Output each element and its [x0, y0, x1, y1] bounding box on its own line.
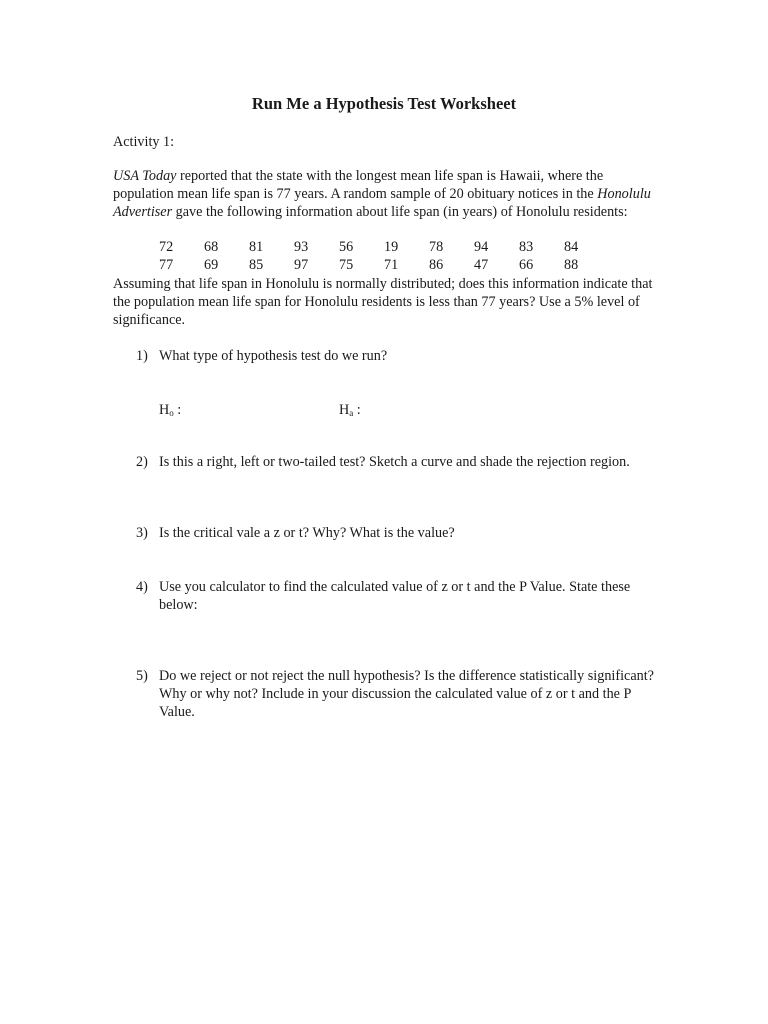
intro-paragraph — [113, 167, 658, 221]
intro-text-2: gave the following information about life span (in years) of Honolulu residents: — [172, 204, 628, 220]
page-title: Run Me a Hypothesis Test Worksheet — [251, 94, 517, 113]
data-cell: 84 — [564, 239, 579, 255]
data-cell: 83 — [519, 239, 534, 255]
question-5 — [136, 667, 658, 721]
data-cell: 94 — [474, 239, 489, 255]
alternative-hypothesis — [339, 401, 361, 422]
question-text: Is this a right, left or two-tailed test? Sketch a curve and shade the rejection region. — [159, 454, 630, 470]
question-text: What type of hypothesis test do we run? — [159, 348, 388, 364]
alt-hypothesis-subscript: a — [349, 408, 354, 418]
alt-hypothesis-colon: : — [353, 402, 361, 418]
alt-hypothesis-symbol: H — [339, 402, 350, 418]
data-cell: 19 — [384, 239, 399, 255]
data-cell: 78 — [429, 239, 444, 255]
life-span-data-table — [159, 238, 609, 274]
intro-text-1: reported that the state with the longest mean life span is Hawaii, where the population mean life span is 77 years. A random sample of 20 obituary notices in the — [113, 168, 604, 202]
data-cell: 88 — [564, 257, 579, 273]
question-number: 1) — [136, 348, 148, 364]
data-cell: 69 — [204, 257, 219, 273]
data-cell: 72 — [159, 239, 174, 255]
data-cell: 47 — [474, 257, 489, 273]
question-4 — [136, 578, 658, 614]
data-cell: 77 — [159, 257, 174, 273]
data-cell: 81 — [249, 239, 264, 255]
newspaper-name: Honolulu Advertiser — [113, 186, 651, 220]
question-number: 5) — [136, 668, 148, 684]
question-1 — [136, 347, 658, 365]
data-cell: 75 — [339, 257, 354, 273]
data-cell: 86 — [429, 257, 444, 273]
data-cell: 66 — [519, 257, 534, 273]
null-hypothesis-subscript: o — [169, 408, 174, 418]
data-cell: 97 — [294, 257, 309, 273]
activity-label: Activity 1: — [113, 134, 175, 150]
null-hypothesis — [159, 401, 181, 422]
data-cell: 56 — [339, 239, 354, 255]
question-2 — [136, 453, 658, 471]
data-row-1 — [159, 238, 609, 256]
data-row-2 — [159, 256, 609, 274]
question-text: Do we reject or not reject the null hypothesis? Is the difference statistically significant? Why or why not? Include in your discussion the calculated value of z or t and the P Value. — [159, 668, 654, 720]
assumption-paragraph: Assuming that life span in Honolulu is normally distributed; does this information indicate that the population mean life span for Honolulu residents is less than 77 years? Use a 5% level of significance. — [113, 276, 653, 328]
question-number: 2) — [136, 454, 148, 470]
question-number: 4) — [136, 579, 148, 595]
data-cell: 68 — [204, 239, 219, 255]
source-name: USA Today — [113, 168, 177, 184]
question-3 — [136, 524, 658, 542]
question-text: Use you calculator to find the calculated value of z or t and the P Value. State these below: — [159, 579, 631, 613]
data-cell: 71 — [384, 257, 399, 273]
null-hypothesis-colon: : — [173, 402, 182, 418]
question-text: Is the critical vale a z or t? Why? What is the value? — [159, 525, 455, 541]
question-number: 3) — [136, 525, 148, 541]
null-hypothesis-symbol: H — [159, 402, 170, 418]
data-cell: 85 — [249, 257, 264, 273]
data-cell: 93 — [294, 239, 309, 255]
